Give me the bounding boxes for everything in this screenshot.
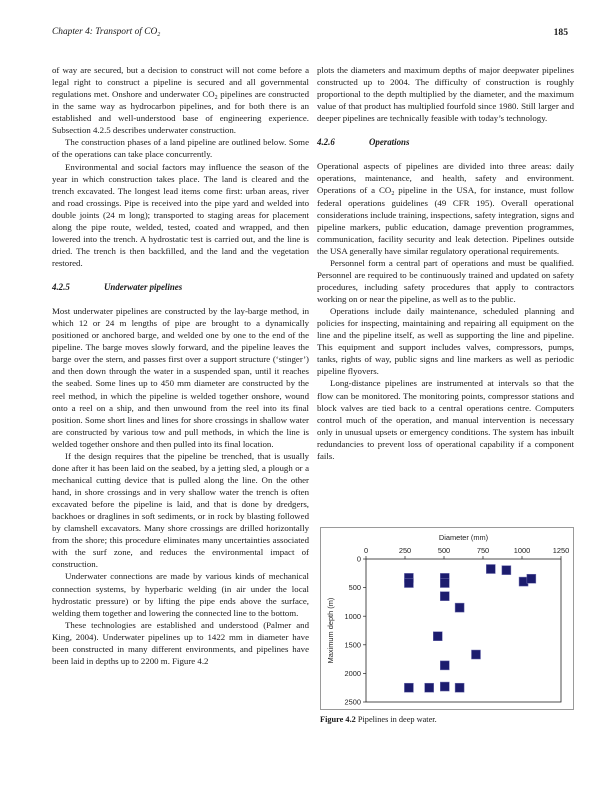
data-point-marker (502, 566, 511, 575)
x-axis-label: Diameter (mm) (438, 533, 489, 542)
section-number: 4.2.5 (52, 282, 70, 293)
data-point-marker (440, 592, 449, 601)
x-tick-label: 0 (363, 546, 369, 555)
y-tick-label: 0 (356, 554, 361, 564)
data-point-marker (455, 683, 464, 692)
text: Operational aspects of pipelines are divided into three areas: daily operations, maintenance, and health, safety and environment. Operations of a CO (317, 161, 574, 196)
x-tick-label: 250 (398, 546, 412, 555)
caption-label: Figure 4.2 (320, 715, 356, 724)
paragraph: Environmental and social factors may influence the season of the year in which construction takes place. The land is cleared and the trench excavated. The longest lead items come first: urban areas, river and road crossings. Pipe is received into the pipe yard and welded into double joints (24 m long); transported to staging areas for placement along the pipe route, welded, tested, coated and wrapped, and then lowered into the trench. A hydrostatic test is carried out, and the line is dried. The trench is then backfilled, and the land and the vegetation restored. (52, 161, 309, 268)
data-point-marker (440, 579, 449, 588)
running-header-chapter (52, 27, 160, 37)
section-title: Underwater pipelines (104, 282, 183, 293)
scatter-plot (321, 528, 575, 711)
paragraph: Long-distance pipelines are instrumented at intervals so that the flow can be monitored. The monitoring points, compressor stations and block valves are tied back to a central operations centre. Computers control much of the operation, and manual intervention is necessary only in unusual upsets or emergency conditions. The system has inbuilt redundancies to prevent loss of operational capability if a component fails. (317, 378, 574, 461)
paragraph (317, 160, 574, 257)
data-point-marker (404, 579, 413, 588)
text: pipelines are constructed in the same way as hydrocarbon pipelines, and for both there is an established and well-understood base of engineering experience. Subsection 4.2.5 describes underwater construction. (52, 89, 309, 136)
text: of way are secured, but a decision to construct will not come before a legal right to construct a pipeline is secured and all governmental regulations met. Onshore and underwater CO (52, 65, 309, 100)
x-tick-label: 1250 (552, 546, 570, 555)
data-point-marker (486, 565, 495, 574)
section-heading-4-2-5 (52, 281, 309, 293)
paragraph: Underwater connections are made by various kinds of mechanical connection systems, by hyperbaric welding (in air under the local hydrostatic pressure) or by lifting the pipe ends above the surface, welding them together and lowering the connected line to the bottom. (52, 571, 309, 618)
data-point-marker (527, 574, 536, 583)
data-point-marker (455, 603, 464, 612)
data-point-marker (440, 682, 449, 691)
chapter-title: Chapter 4: Transport of CO (52, 27, 158, 37)
y-tick-label: 1500 (344, 640, 361, 650)
page-number: 185 (553, 27, 568, 38)
y-tick-label: 2500 (344, 697, 361, 707)
figure-caption (320, 715, 437, 724)
y-tick-label: 1000 (344, 611, 361, 621)
paragraph: Personnel form a central part of operations and must be qualified. Personnel are required to be continuously trained and updated on safety procedures, including safety procedures that apply to contractors working on or near the pipeline, as well as to the public. (317, 257, 574, 304)
paragraph: The construction phases of a land pipeline are outlined below. Some of the operations can take place concurrently. (52, 137, 309, 160)
x-tick-label: 750 (476, 546, 490, 555)
section-title: Operations (369, 137, 410, 148)
figure-4-2-chart (320, 527, 574, 710)
paragraph: plots the diameters and maximum depths of major deepwater pipelines constructed up to 2004. The difficulty of construction is roughly proportional to the depth multiplied by the diameter, and the maximum value of that product has multiplied fourfold since 1980. Still larger and deeper pipelines are technically feasible with today’s technology. (317, 65, 574, 124)
y-axis-label: Maximum depth (m) (326, 597, 335, 664)
y-tick-label: 2000 (344, 669, 361, 678)
paragraph: If the design requires that the pipeline be trenched, that is usually done after it has been laid on the seabed, by a jetting sled, a plough or a mechanical cutting device that is pulled along the line. On the other hand, in shore crossings and in very shallow water the trench is often excavated before the pipeline is laid, and that is done by dredgers, backhoes or draglines in soft sediments, or in rock by blasting followed by clamshell excavators. Many shore crossings are drilled horizontally from the shore; this procedure eliminates many uncertainties associated with the surf zone, and reduces the environmental impact of construction. (52, 450, 309, 570)
subscript-2: 2 (391, 191, 395, 198)
section-heading-4-2-6 (317, 136, 574, 148)
data-point-marker (425, 683, 434, 692)
data-point-marker (440, 661, 449, 670)
x-tick-label: 500 (437, 546, 451, 555)
paragraph: These technologies are established and understood (Palmer and King, 2004). Underwater pipelines up to 1422 mm in diameter have been constructed in many different environments, and pipelines have been laid in depths up to 2200 m. Figure 4.2 (52, 619, 309, 666)
caption-text: Pipelines in deep water. (355, 715, 437, 724)
data-point-marker (404, 683, 413, 692)
x-tick-label: 1000 (513, 546, 531, 555)
y-tick-label: 500 (348, 583, 361, 593)
subscript-2: 2 (157, 32, 161, 38)
paragraph (52, 64, 309, 136)
data-point-marker (471, 650, 480, 659)
subscript-2: 2 (214, 95, 218, 102)
paragraph: Operations include daily maintenance, scheduled planning and policies for inspecting, maintaining and repairing all equipment on the line and the pipeline itself, as well as supporting the line and pipeline. This equipment and support includes valves, compressors, pumps, tanks, rights of way, public signs and line markers as well as periodic pipeline flyovers. (317, 306, 574, 377)
section-number: 4.2.6 (317, 137, 335, 148)
left-column (52, 64, 309, 667)
data-point-marker (433, 632, 442, 641)
right-column (317, 64, 574, 462)
text: pipeline in the USA, for instance, must follow federal operations guidelines (49 CFR 195). Overall operational considerations include training, inspections, safety integration, signs and pipeline markers, public education, damage prevention programmes, communication, facility security and leak detection. Pipelines outside the USA generally have similar regulatory operational requirements. (317, 185, 574, 256)
paragraph: Most underwater pipelines are constructed by the lay-barge method, in which 12 or 24 m lengths of pipe are brought to a dynamically positioned or anchored barge, and welded one by one to the end of the pipeline. The barge moves slowly forward, and the pipeline leaves the barge over the stern, and passes first over a support structure (‘stinger’) and then down through the water in a suspended span, until it reaches the seabed. Some lines up to 450 mm diameter are constructed by the reel method, in which the pipeline is welded together onshore, wound onto a reel on a ship, and then unwound from the reel into its final position. Some short lines and lines for shore crossings in shallow water are constructed by various tow and pull methods, in which the line is welded together onshore and then pulled into its final location. (52, 306, 309, 449)
